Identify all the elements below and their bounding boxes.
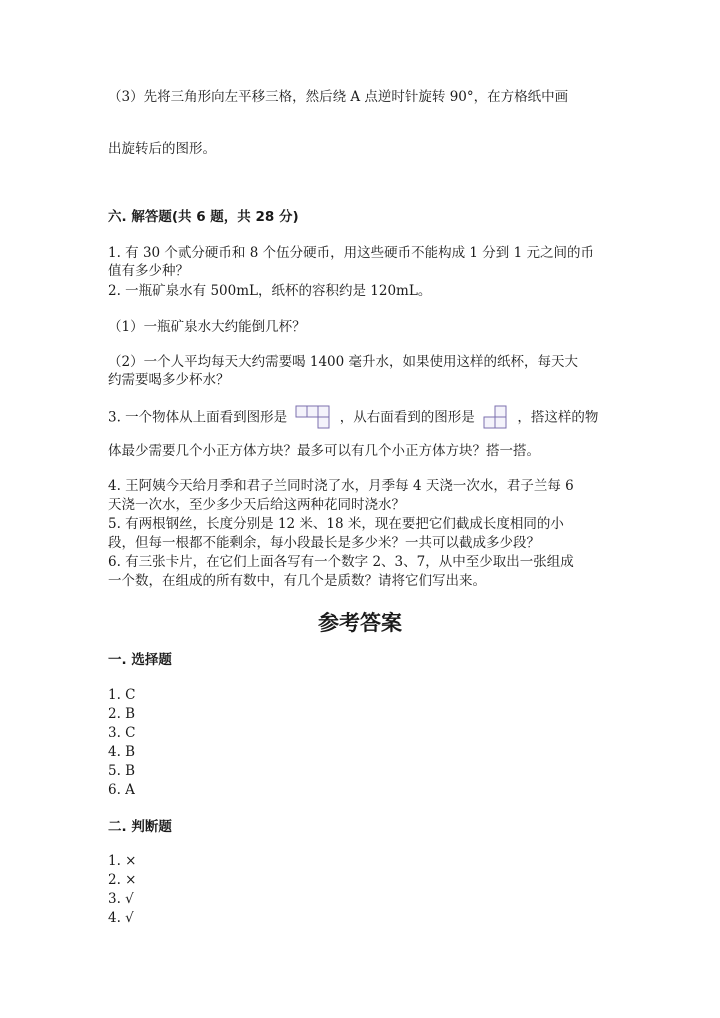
answer-item: 1. C (108, 687, 136, 703)
answer-item: 3. √ (108, 891, 134, 907)
s6-q3-part2: ，从右面看到的图形是 (339, 409, 475, 426)
answer-item: 1. × (108, 853, 137, 869)
q5-3-line2: 出旋转后的图形。 (108, 141, 216, 157)
s6-q6-line1: 6. 有三张卡片，在它们上面各写有一个数字 2、3、7，从中至少取出一张组成 (108, 554, 574, 570)
answer-item: 4. √ (108, 910, 134, 926)
s6-q5-line1: 5. 有两根钢丝，长度分别是 12 米、18 米，现在要把它们截成长度相同的小 (108, 516, 564, 532)
s6-q3-part3: ，搭这样的物 (517, 409, 599, 426)
answer-item: 3. C (108, 725, 136, 741)
s6-q2-sub2-line1: （2）一个人平均每天大约需要喝 1400 毫升水，如果使用这样的纸杯，每天大 (108, 354, 579, 370)
answer-item: 2. B (108, 706, 136, 722)
s6-q2-sub2-line2: 约需要喝多少杯水？ (108, 372, 230, 388)
s6-q1-line1: 1. 有 30 个贰分硬币和 8 个伍分硬币，用这些硬币不能构成 1 分到 1 元之间的币 (108, 245, 594, 261)
s6-q5-line2: 段，但每一根都不能剩余，每小段最长是多少米？一共可以截成多少段？ (108, 535, 540, 551)
s6-q2-sub1: （1）一瓶矿泉水大约能倒几杯？ (108, 319, 306, 335)
answer-item: 6. A (108, 782, 135, 798)
answer-item: 2. × (108, 872, 137, 888)
right-view-figure (483, 405, 509, 431)
s6-q3-line1 (108, 405, 598, 431)
answer-item: 4. B (108, 744, 136, 760)
s6-q6-line2: 一个数，在组成的所有数中，有几个是质数？请将它们写出来。 (108, 573, 486, 589)
answers-section1-heading: 一. 选择题 (108, 652, 172, 668)
answers-section2-heading: 二. 判断题 (108, 819, 172, 835)
top-view-figure (295, 405, 331, 431)
s6-q4-line1: 4. 王阿姨今天给月季和君子兰同时浇了水，月季每 4 天浇一次水，君子兰每 6 (108, 478, 574, 494)
answer-key-title: 参考答案 (318, 611, 402, 635)
s6-q2: 2. 一瓶矿泉水有 500mL，纸杯的容积约是 120mL。 (108, 283, 432, 299)
s6-q3-line2: 体最少需要几个小正方体方块？最多可以有几个小正方体方块？搭一搭。 (108, 443, 540, 459)
s6-q1-line2: 值有多少种？ (108, 263, 189, 279)
s6-q4-line2: 天浇一次水，至少多少天后给这两种花同时浇水？ (108, 497, 405, 513)
answer-item: 5. B (108, 763, 136, 779)
section6-heading: 六. 解答题(共 6 题，共 28 分) (108, 209, 299, 225)
s6-q3-part1: 3. 一个物体从上面看到图形是 (108, 409, 288, 426)
q5-3-line1: （3）先将三角形向左平移三格，然后绕 A 点逆时针旋转 90°，在方格纸中画 (108, 89, 569, 105)
